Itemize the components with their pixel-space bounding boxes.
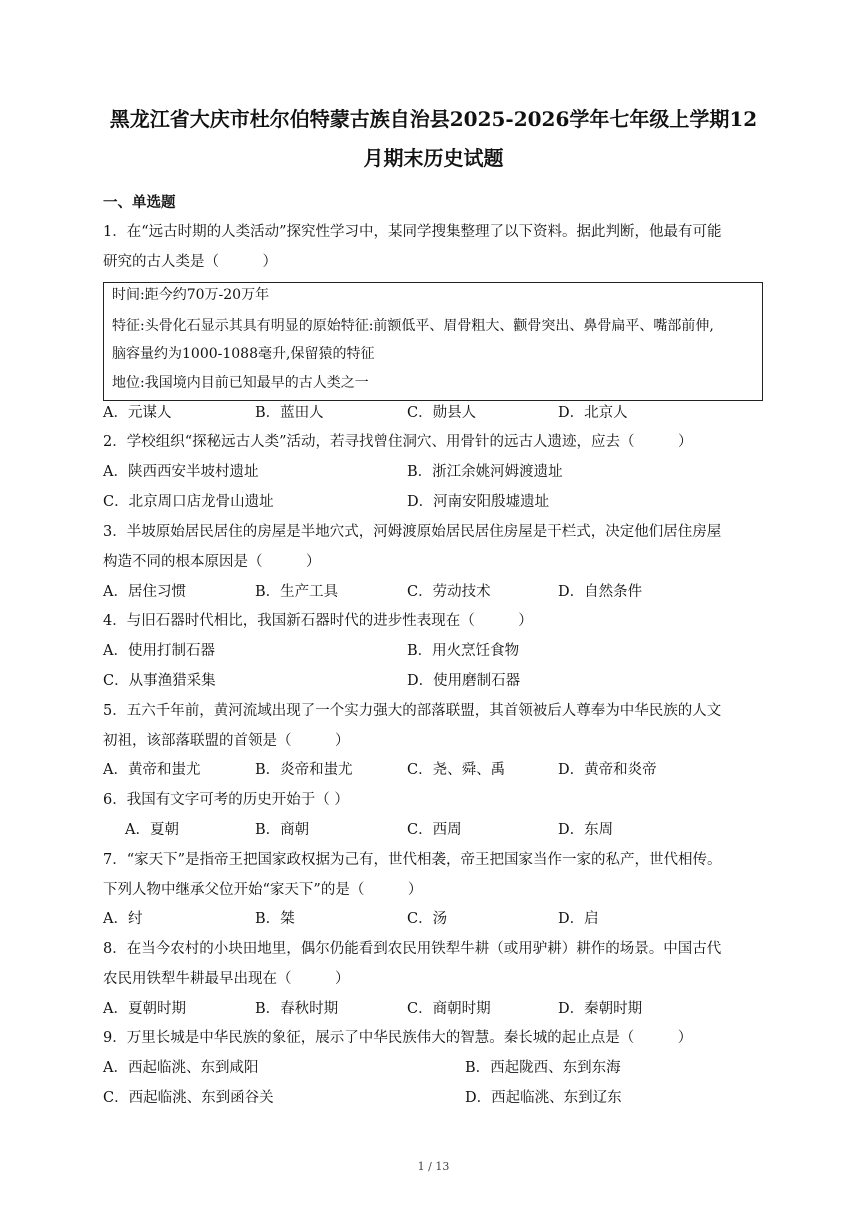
exam-title-line2: 月期末历史试题: [363, 146, 504, 170]
q9-stem: 9．万里长城是中华民族的象征，展示了中华民族伟大的智慧。秦长城的起止点是（ ）: [103, 1030, 693, 1046]
q4-stem: 4．与旧石器时代相比，我国新石器时代的进步性表现在（ ）: [103, 613, 533, 629]
q6-option-d[interactable]: D．东周: [558, 822, 614, 838]
q6-option-b[interactable]: B．商朝: [255, 822, 310, 838]
q1-option-c[interactable]: C．勋县人: [407, 405, 477, 421]
q1-info-status: 地位:我国境内目前已知最早的古人类之一: [112, 375, 369, 391]
q2-stem: 2．学校组织“探秘远古人类”活动，若寻找曾住洞穴、用骨针的远古人遗迹，应去（ ）: [103, 434, 693, 450]
q4-option-d[interactable]: D．使用磨制石器: [407, 673, 521, 689]
q1-option-a[interactable]: A．元谋人: [103, 405, 172, 421]
q1-info-features-cont: 脑容量约为1000-1088毫升,保留猿的特征: [112, 346, 375, 362]
q5-option-d[interactable]: D．黄帝和炎帝: [558, 762, 657, 778]
q5-option-a[interactable]: A．黄帝和蚩尤: [103, 762, 201, 778]
q3-stem-line2: 构造不同的根本原因是（ ）: [103, 554, 321, 570]
q2-option-b[interactable]: B．浙江余姚河姆渡遗址: [407, 464, 563, 480]
q5-option-c[interactable]: C．尧、舜、禹: [407, 762, 506, 778]
q6-option-a[interactable]: A．夏朝: [125, 822, 179, 838]
q8-stem-line2: 农民用铁犁牛耕最早出现在（ ）: [103, 971, 350, 987]
q1-stem-line1: 1．在“远古时期的人类活动”探究性学习中，某同学搜集整理了以下资料。据此判断，他最有可能: [103, 224, 722, 240]
q1-option-b[interactable]: B．蓝田人: [255, 405, 324, 421]
q7-option-c[interactable]: C．汤: [407, 911, 448, 927]
q8-option-b[interactable]: B．春秋时期: [255, 1001, 339, 1017]
q6-stem: 6．我国有文字可考的历史开始于（ ）: [103, 792, 349, 808]
q8-option-c[interactable]: C．商朝时期: [407, 1001, 491, 1017]
q4-option-b[interactable]: B．用火烹饪食物: [407, 643, 520, 659]
section-heading: 一、单选题: [103, 194, 176, 211]
q3-stem-line1: 3．半坡原始居民居住的房屋是半地穴式，河姆渡原始居民居住房屋是干栏式，决定他们居住房屋: [103, 524, 722, 540]
q9-option-d[interactable]: D．西起临洮、东到辽东: [465, 1090, 622, 1106]
q3-option-d[interactable]: D．自然条件: [558, 584, 643, 600]
q8-stem-line1: 8．在当今农村的小块田地里，偶尔仍能看到农民用铁犁牛耕（或用驴耕）耕作的场景。中国古代: [103, 941, 722, 957]
q2-option-a[interactable]: A．陕西西安半坡村遗址: [103, 464, 259, 480]
q7-option-b[interactable]: B．桀: [255, 911, 295, 927]
page-number: 1 / 13: [417, 1160, 450, 1173]
q4-option-c[interactable]: C．从事渔猎采集: [103, 673, 216, 689]
q7-option-a[interactable]: A．纣: [103, 911, 143, 927]
exam-title-line1: 黑龙江省大庆市杜尔伯特蒙古族自治县2025-2026学年七年级上学期12: [109, 107, 758, 131]
q1-info-box: [103, 282, 763, 401]
q8-option-d[interactable]: D．秦朝时期: [558, 1001, 643, 1017]
q1-option-d[interactable]: D．北京人: [558, 405, 628, 421]
q2-option-d[interactable]: D．河南安阳殷墟遗址: [407, 494, 550, 510]
q9-option-b[interactable]: B．西起陇西、东到东海: [465, 1060, 621, 1076]
q4-option-a[interactable]: A．使用打制石器: [103, 643, 215, 659]
q8-option-a[interactable]: A．夏朝时期: [103, 1001, 186, 1017]
q1-stem-line2: 研究的古人类是（ ）: [103, 254, 277, 270]
q5-option-b[interactable]: B．炎帝和蚩尤: [255, 762, 353, 778]
q3-option-b[interactable]: B．生产工具: [255, 584, 339, 600]
q5-stem-line2: 初祖，该部落联盟的首领是（ ）: [103, 733, 350, 749]
q1-info-time: 时间:距今约70万-20万年: [112, 287, 270, 303]
q6-option-c[interactable]: C．西周: [407, 822, 462, 838]
q5-stem-line1: 5．五六千年前，黄河流域出现了一个实力强大的部落联盟，其首领被后人尊奉为中华民族的人文: [103, 703, 722, 719]
q7-stem-line1: 7．“家天下”是指帝王把国家政权据为己有，世代相袭，帝王把国家当作一家的私产，世代相传。: [103, 852, 722, 868]
q9-option-a[interactable]: A．西起临洮、东到咸阳: [103, 1060, 259, 1076]
q9-option-c[interactable]: C．西起临洮、东到函谷关: [103, 1090, 274, 1106]
q3-option-c[interactable]: C．劳动技术: [407, 584, 491, 600]
q7-option-d[interactable]: D．启: [558, 911, 599, 927]
q3-option-a[interactable]: A．居住习惯: [103, 584, 186, 600]
q1-info-features: 特征:头骨化石显示其具有明显的原始特征:前额低平、眉骨粗大、颧骨突出、鼻骨扁平、嘴部前伸,: [112, 318, 714, 334]
q2-option-c[interactable]: C．北京周口店龙骨山遗址: [103, 494, 274, 510]
q7-stem-line2: 下列人物中继承父位开始“家天下”的是（ ）: [103, 882, 423, 898]
